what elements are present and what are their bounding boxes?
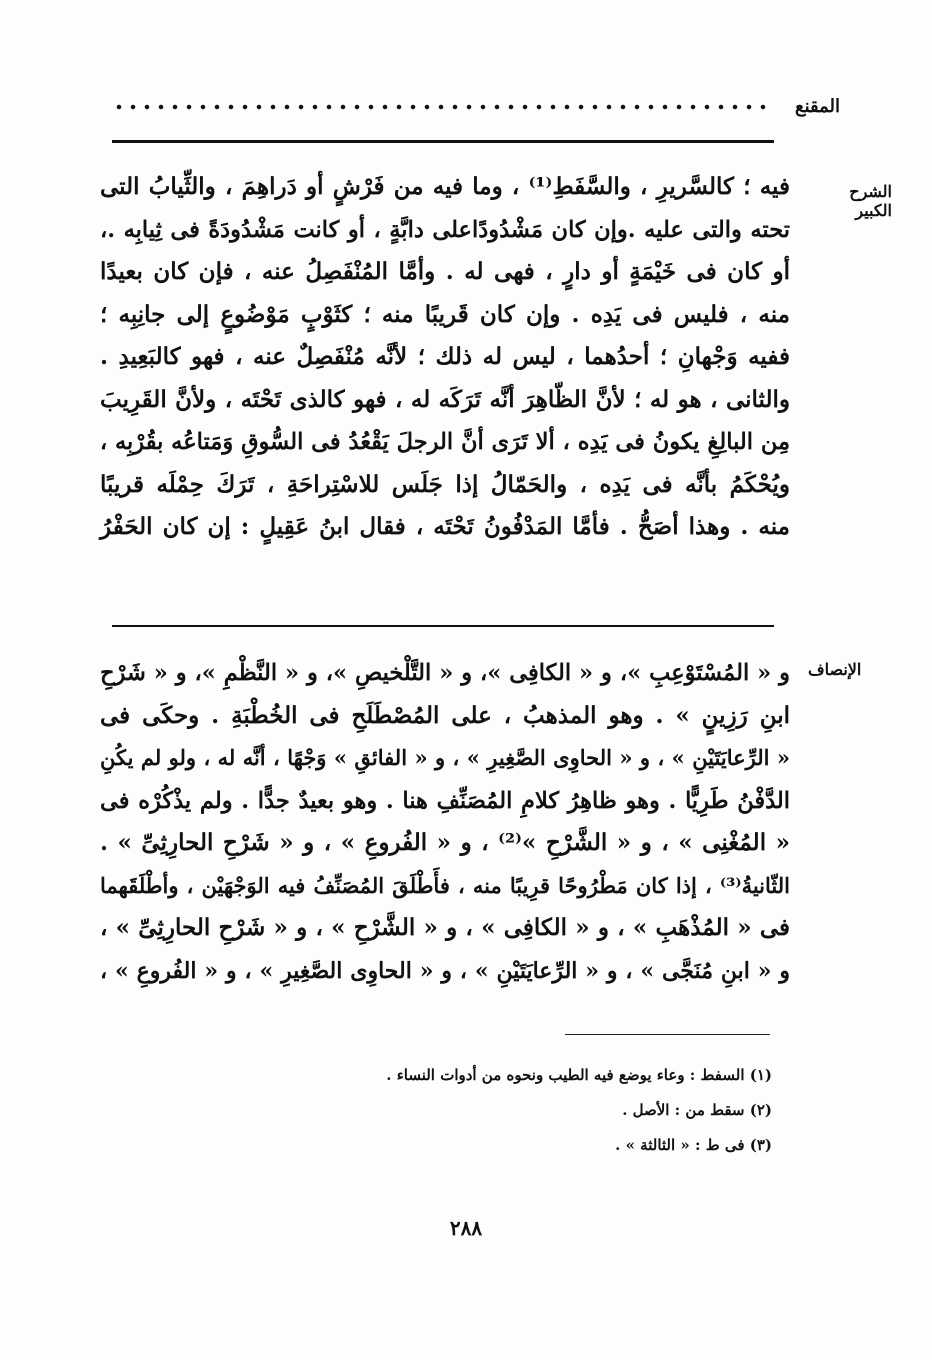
footnote: (٢) سقط من : الأصل . [622, 1101, 772, 1119]
insaf-line: و « ابنِ مُنَجَّى » ، و « الرِّعايَتَيْنِ » ، و « الحاوِى الصَّغِيرِ » ، و « الفُروعِ » ، [100, 957, 790, 984]
insaf-line: فى « المُذْهَبِ » ، و « الكافِى » ، و « الشَّرْحِ » ، و « شَرْحِ الحارِثِىِّ » ، [100, 914, 790, 941]
sharh-line: أو كان فى خَيْمَةٍ أو دارٍ ، فهى له . وأمَّا المُنْفَصِلُ عنه ، فإن كان بعيدًا [100, 258, 790, 285]
insaf-line: « المُغْنِى » ، و « الشَّرْحِ »⁽²⁾ ، و « الفُروعِ » ، و « شَرْحِ الحارِثِىِّ » . [100, 829, 790, 856]
sharh-text-block [100, 166, 790, 549]
sharh-line: فيه ؛ كالسَّريرِ ، والسَّفَطِ⁽¹⁾ ، وما فيه من فَرْشٍ أو دَراهِمَ ، والثِّيابُ التى [100, 173, 790, 200]
sharh-line: ويُحْكَمُ بأنَّه فى يَدِه ، والحَمّالُ إذا جَلَس للاسْتِراحَةِ ، تَرَكَ حِمْلَه قريبًا [100, 470, 790, 498]
insaf-text-block [100, 652, 790, 992]
footnote: (١) السفط : وعاء يوضع فيه الطيب ونحوه من أدوات النساء . [386, 1066, 772, 1084]
section-label-sharh: الشرح الكبير [849, 182, 892, 220]
sharh-line: منه . وهذا أصَحُّ . فأمَّا المَدْفُونُ تَحْتَه ، فقال ابنُ عَقِيلٍ : إن كان الحَفْرُ [100, 513, 790, 540]
footnote: (٣) فى ط : « الثالثة » . [615, 1136, 772, 1154]
sharh-line: منه ، فليس فى يَدِه . وإن كان قَريبًا منه ؛ كثَوْبٍ مَوْضُوعٍ إلى جانِبِه ؛ [100, 300, 790, 328]
book-title: المقنع [794, 96, 840, 117]
footnote-rule [565, 1034, 770, 1035]
page-number: ٢٨٨ [449, 1216, 483, 1240]
sharh-line: تحته والتى عليه .وإن كان مَشْدُودًاعلى دابَّةٍ ، أو كانت مَشْدُودَةً فى ثِيابِه .، [100, 216, 790, 243]
insaf-line: « الرِّعايَتَيْنِ » ، و « الحاوِى الصَّغِيرِ » ، و « الفائقِ » وَجْهًا ، أنَّه له ، ولو لم يكُنِ [100, 745, 790, 770]
sharh-line: ففيه وَجْهانِ ؛ أحدُهما ، ليس له ذلك ؛ لأنَّه مُنْفَصِلٌ عنه ، فهو كالبَعِيدِ . [100, 343, 790, 370]
insaf-line: الثّانيةُ⁽³⁾ ، إذا كان مَطْرُوحًا قرِيبًا منه ، فأَطْلَقَ المُصَنِّفُ فيه الوَجْهَيْن ، وأطْلَقَهما [100, 872, 790, 898]
footnotes [380, 1058, 772, 1163]
section-label-insaf: الإنصاف [808, 660, 862, 679]
insaf-line: و « المُسْتَوْعِبِ »، و « الكافِى »، و « التَّلْخيصِ »، و « النَّظْمِ »، و « شَرْحِ [100, 660, 790, 686]
sharh-line: مِن البالِغِ يكونُ فى يَدِه ، ألا تَرَى أنَّ الرجلَ يَقْعُدُ فى السُّوقِ وَمَتاعُه بقُرْبِه ، [99, 429, 790, 455]
header-rule [112, 140, 774, 143]
header-dotted-rule [112, 104, 774, 110]
sharh-line: والثانى ، هو له ؛ لأنَّ الظّاهِرَ أنَّه تَرَكَه له ، فهو كالذى تَحْتَه ، ولأنَّ القَرِيبَ [100, 385, 790, 413]
insaf-line: ابنِ رَزِينٍ » . وهو المذهبُ ، على المُصْطَلَحِ فى الخُطْبَةِ . وحكَى فى [100, 701, 790, 729]
section-divider [112, 625, 774, 627]
insaf-line: الدَّفْنُ طَرِيًّا . وهو ظاهِرُ كلامِ المُصَنِّفِ هنا . وهو بعيدٌ جدًّا . ولم يذْكُرْه فى [100, 787, 790, 814]
